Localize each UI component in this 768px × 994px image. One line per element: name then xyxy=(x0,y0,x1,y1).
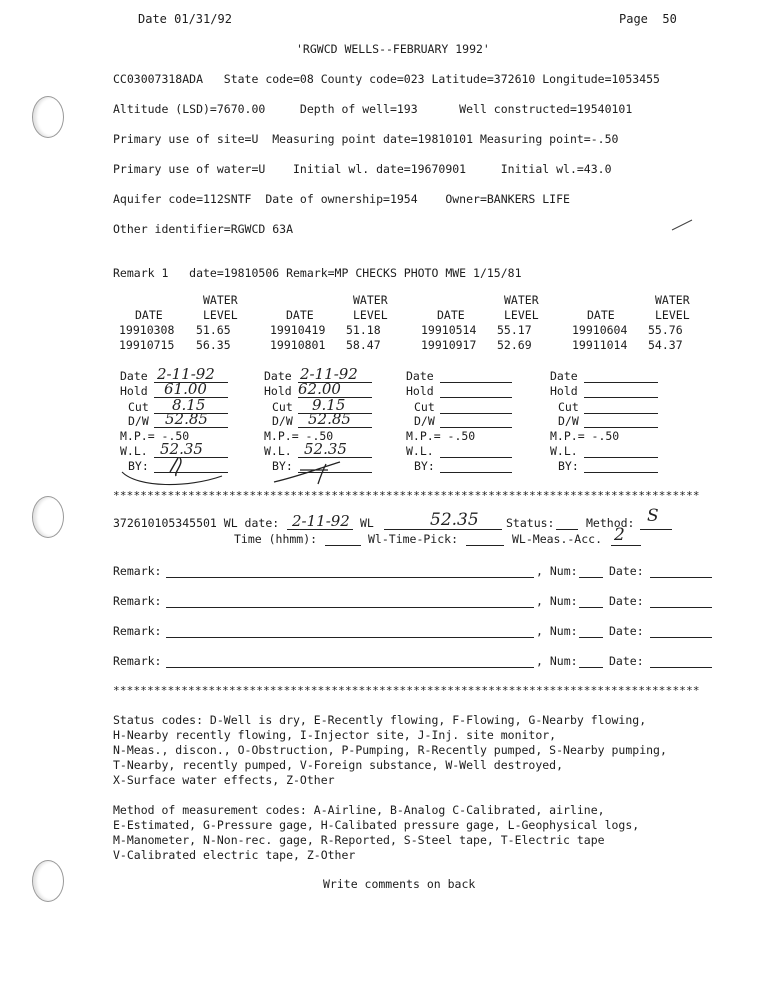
wl-label: W.L. xyxy=(550,444,578,458)
by-label: BY: xyxy=(558,459,579,473)
page-title: 'RGWCD WELLS--FEBRUARY 1992' xyxy=(296,42,490,56)
by-label: BY: xyxy=(414,459,435,473)
entry-date-handwritten: 2-11-92 xyxy=(157,365,215,383)
col-header-water: WATER xyxy=(353,293,388,307)
status-codes-line: T-Nearby, recently pumped, V-Foreign substance, W-Well destroyed, xyxy=(113,758,564,772)
entry-hold-handwritten: 61.00 xyxy=(164,380,207,398)
wl-label: WL xyxy=(360,516,374,530)
status-codes-line: H-Nearby recently flowing, I-Injector site, J-Inj. site monitor, xyxy=(113,728,557,742)
level-date: 19910514 xyxy=(421,323,477,337)
separator-stars-bottom: ************************************************************************************** xyxy=(113,684,700,697)
method-handwritten: S xyxy=(647,506,659,526)
punch-hole-top xyxy=(32,96,64,138)
remark-label: Remark: xyxy=(113,594,162,608)
remark-date-line xyxy=(650,577,712,578)
by-label: BY: xyxy=(272,459,293,473)
col-header-date: DATE xyxy=(437,308,465,322)
hold-label: Hold xyxy=(550,384,578,398)
num-line xyxy=(579,607,603,608)
site-line-1: CC03007318ADA State code=08 County code=023 Latitude=372610 Longitude=1053455 xyxy=(113,72,660,86)
cut-label: Cut xyxy=(272,400,293,414)
method-codes-line: M-Manometer, N-Non-rec. gage, R-Reported, S-Steel tape, T-Electric tape xyxy=(113,833,605,847)
level-value: 58.47 xyxy=(346,338,381,352)
wl-label: W.L. xyxy=(406,444,434,458)
num-label: , Num: xyxy=(536,624,578,638)
num-label: , Num: xyxy=(536,594,578,608)
remark-label: Remark: xyxy=(113,624,162,638)
date-label: Date xyxy=(120,369,148,383)
col-header-date: DATE xyxy=(587,308,615,322)
col-header-date: DATE xyxy=(135,308,163,322)
col-header-water: WATER xyxy=(203,293,238,307)
time-pick-label: Wl-Time-Pick: xyxy=(368,532,459,546)
status-codes-line: Status codes: D-Well is dry, E-Recently flowing, F-Flowing, G-Nearby flowing, xyxy=(113,713,647,727)
hold-line xyxy=(584,397,658,398)
num-line xyxy=(579,637,603,638)
num-label: , Num: xyxy=(536,654,578,668)
initials-scribble xyxy=(270,458,370,486)
punch-hole-bottom xyxy=(32,860,64,902)
date-line xyxy=(584,382,658,383)
mp-label: M.P.= -.50 xyxy=(120,429,190,443)
method-codes-line: Method of measurement codes: A-Airline, B-Analog C-Calibrated, airline, xyxy=(113,803,605,817)
separator-stars-top: ************************************************************************************** xyxy=(113,489,700,502)
time-pick-line xyxy=(466,545,504,546)
site-line-5: Aquifer code=112SNTF Date of ownership=1954 Owner=BANKERS LIFE xyxy=(113,192,570,206)
initials-scribble xyxy=(118,454,228,488)
remark-date-label: Date: xyxy=(609,654,644,668)
by-label: BY: xyxy=(128,459,149,473)
col-header-level: LEVEL xyxy=(655,308,690,322)
col-header-date: DATE xyxy=(286,308,314,322)
entry-wl-handwritten: 52.35 xyxy=(304,440,347,458)
dw-line xyxy=(440,427,512,428)
remark-line xyxy=(166,577,534,578)
page-number: Page 50 xyxy=(619,12,677,26)
date-label: Date xyxy=(550,369,578,383)
entry-dw-handwritten: 52.85 xyxy=(308,410,351,428)
hold-label: Hold xyxy=(264,384,292,398)
level-value: 54.37 xyxy=(648,338,683,352)
hold-line xyxy=(440,397,512,398)
site-line-6: Other identifier=RGWCD 63A xyxy=(113,222,294,236)
site-id-wl-date-label: 372610105345501 WL date: xyxy=(113,516,280,530)
meas-acc-handwritten: 2 xyxy=(614,525,625,545)
level-value: 55.17 xyxy=(497,323,532,337)
cut-line xyxy=(440,413,512,414)
method-line xyxy=(640,529,672,530)
col-header-level: LEVEL xyxy=(504,308,539,322)
dw-label: D/W xyxy=(128,414,149,428)
method-codes-line: E-Estimated, G-Pressure gage, H-Calibated pressure gage, L-Geophysical logs, xyxy=(113,818,640,832)
cut-label: Cut xyxy=(414,400,435,414)
remark-1: Remark 1 date=19810506 Remark=MP CHECKS PHOTO MWE 1/15/81 xyxy=(113,266,522,280)
level-date: 19910801 xyxy=(270,338,326,352)
remark-date-line xyxy=(650,637,712,638)
remark-label: Remark: xyxy=(113,564,162,578)
cut-label: Cut xyxy=(558,400,579,414)
entry-cut-handwritten: 9.15 xyxy=(312,396,346,414)
hold-label: Hold xyxy=(406,384,434,398)
dw-label: D/W xyxy=(272,414,293,428)
hold-label: Hold xyxy=(120,384,148,398)
remark-line xyxy=(166,667,534,668)
level-date: 19910917 xyxy=(421,338,477,352)
wl-date-handwritten: 2-11-92 xyxy=(292,512,350,530)
remark-date-label: Date: xyxy=(609,594,644,608)
mp-label: M.P.= -.50 xyxy=(406,429,476,443)
num-line xyxy=(579,577,603,578)
wl-label: W.L. xyxy=(264,444,292,458)
remark-line xyxy=(166,637,534,638)
col-header-level: LEVEL xyxy=(203,308,238,322)
meas-acc-line xyxy=(611,545,641,546)
remark-label: Remark: xyxy=(113,654,162,668)
remark-date-label: Date: xyxy=(609,564,644,578)
punch-hole-middle xyxy=(32,496,64,538)
level-value: 51.18 xyxy=(346,323,381,337)
entry-hold-handwritten: 62.00 xyxy=(298,380,341,398)
remark-date-line xyxy=(650,667,712,668)
level-value: 56.35 xyxy=(196,338,231,352)
site-line-3: Primary use of site=U Measuring point date=19810101 Measuring point=-.50 xyxy=(113,132,619,146)
site-line-4: Primary use of water=U Initial wl. date=19670901 Initial wl.=43.0 xyxy=(113,162,612,176)
entry-wl-handwritten: 52.35 xyxy=(160,440,203,458)
dw-label: D/W xyxy=(414,414,435,428)
cut-label: Cut xyxy=(128,400,149,414)
wl-line xyxy=(440,457,512,458)
remark-date-label: Date: xyxy=(609,624,644,638)
level-date: 19910604 xyxy=(572,323,628,337)
dw-label: D/W xyxy=(558,414,579,428)
remark-date-line xyxy=(650,607,712,608)
status-line xyxy=(556,529,578,530)
date-line xyxy=(440,382,512,383)
level-date: 19911014 xyxy=(572,338,628,352)
remark-line xyxy=(166,607,534,608)
date-label: Date xyxy=(264,369,292,383)
dw-line xyxy=(584,427,658,428)
wl-line xyxy=(584,457,658,458)
level-date: 19910308 xyxy=(119,323,175,337)
site-line-2: Altitude (LSD)=7670.00 Depth of well=193 Well constructed=19540101 xyxy=(113,102,633,116)
margin-tick-mark xyxy=(670,218,694,232)
footer-note: Write comments on back xyxy=(323,877,476,891)
status-label: Status: xyxy=(506,516,555,530)
wl-label: W.L. xyxy=(120,444,148,458)
time-label: Time (hhmm): xyxy=(234,532,318,546)
mp-label: M.P.= -.50 xyxy=(264,429,334,443)
method-label: Method: xyxy=(586,516,635,530)
level-value: 52.69 xyxy=(497,338,532,352)
status-codes-line: N-Meas., discon., O-Obstruction, P-Pumping, R-Recently pumped, S-Nearby pumping, xyxy=(113,743,667,757)
num-line xyxy=(579,667,603,668)
entry-date-handwritten: 2-11-92 xyxy=(300,365,358,383)
level-date: 19910715 xyxy=(119,338,175,352)
mp-label: M.P.= -.50 xyxy=(550,429,620,443)
num-label: , Num: xyxy=(536,564,578,578)
col-header-level: LEVEL xyxy=(353,308,388,322)
method-codes-line: V-Calibrated electric tape, Z-Other xyxy=(113,848,356,862)
wl-value-handwritten: 52.35 xyxy=(430,510,479,530)
level-value: 55.76 xyxy=(648,323,683,337)
time-line xyxy=(325,545,361,546)
col-header-water: WATER xyxy=(655,293,690,307)
by-line xyxy=(440,472,512,473)
print-date: Date 01/31/92 xyxy=(138,12,232,26)
date-label: Date xyxy=(406,369,434,383)
meas-acc-label: WL-Meas.-Acc. xyxy=(512,532,603,546)
col-header-water: WATER xyxy=(504,293,539,307)
status-codes-line: X-Surface water effects, Z-Other xyxy=(113,773,335,787)
entry-dw-handwritten: 52.85 xyxy=(165,410,208,428)
by-line xyxy=(584,472,658,473)
level-value: 51.65 xyxy=(196,323,231,337)
cut-line xyxy=(584,413,658,414)
entry-cut-handwritten: 8.15 xyxy=(172,396,206,414)
level-date: 19910419 xyxy=(270,323,326,337)
